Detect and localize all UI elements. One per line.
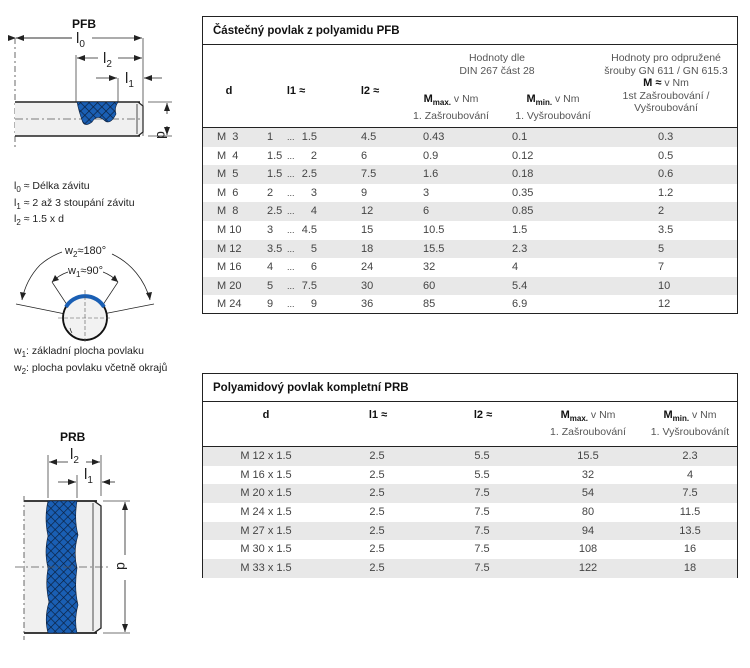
prb-label-l2: $l_2$ (70, 446, 79, 466)
table-row (203, 447, 737, 466)
cell-l1-sep: ... (287, 150, 295, 161)
legend-l1: $l_1 \approx 2$ až 3 stoupání závitu (14, 196, 135, 211)
cell-d: M 24 x 1.5 (240, 506, 292, 519)
pfb-table-body (203, 128, 737, 314)
cell-l1-to: 6 (310, 261, 317, 274)
table-row (203, 128, 737, 147)
cell-mmin: 16 (683, 543, 697, 556)
prb-table-body (203, 447, 737, 578)
table-row (203, 522, 737, 541)
cell-l2: 18 (361, 242, 374, 255)
cell-mmin: 4 (686, 468, 694, 481)
cell-l2: 24 (361, 261, 374, 274)
table-row (203, 503, 737, 522)
cell-d: M 12 (217, 242, 242, 255)
cell-l2: 36 (361, 298, 374, 311)
legend-l2: $l_2 \approx 1.5$ x d (14, 213, 64, 228)
label-d: d (153, 131, 170, 139)
cell-d: M 16 (217, 261, 242, 274)
prb-table-header (203, 402, 737, 447)
cell-l2: 30 (361, 279, 374, 292)
cell-mmax: 0.43 (423, 131, 445, 143)
cell-m: 0.5 (658, 149, 674, 162)
group-header-gn: Hodnoty pro odpružené šrouby GN 611 / GN 615.3 M ≈ v Nm 1st Zašroubování / Vyšroubování (593, 52, 739, 115)
cell-l2: 4.5 (361, 131, 377, 143)
table-row (203, 147, 737, 166)
cell-mmax: 80 (581, 506, 595, 519)
cell-l1: 2.5 (369, 450, 385, 462)
cell-l2: 12 (361, 205, 374, 218)
cell-d: M 16 x 1.5 (240, 468, 292, 481)
cell-l1-from: 5 (267, 279, 274, 292)
cell-l1-to: 7.5 (301, 279, 317, 292)
prb-col-header-mmin: $M_{min.}$ v Nm 1. Vyšroubovánít (640, 409, 740, 438)
cell-l2: 7.5 (474, 562, 490, 575)
cell-l2: 7.5 (361, 168, 377, 181)
prb-screw-drawing (0, 440, 160, 665)
table-row (203, 466, 737, 485)
m-note1: 1st Zašroubování / (622, 89, 710, 102)
table-row (203, 202, 737, 221)
pfb-table-title: Částečný povlak z polyamidu PFB (203, 17, 737, 45)
cell-l1-to: 4 (310, 205, 317, 218)
cell-l1-from: 9 (267, 298, 274, 311)
prb-mmin-note: 1. Vyšroubovánít (650, 425, 730, 438)
cell-l1-to: 1.5 (301, 131, 317, 143)
cell-mmax: 94 (581, 524, 595, 537)
table-row (203, 559, 737, 578)
cell-l1-sep: ... (287, 299, 295, 310)
cell-mmin: 0.35 (512, 186, 534, 199)
table-row (203, 484, 737, 503)
cell-d: M 6 (217, 186, 239, 199)
prb-label-l1: $l_1$ (84, 466, 93, 486)
cell-mmin: 4 (512, 261, 519, 274)
mmax-note: 1. Zašroubování (413, 109, 489, 122)
cell-d: M 12 x 1.5 (240, 450, 292, 462)
cell-m: 12 (658, 298, 671, 311)
cell-l1-from: 2.5 (267, 205, 283, 218)
cell-l2: 7.5 (474, 543, 490, 556)
cell-l1-from: 1.5 (267, 149, 283, 162)
cell-d: M 20 (217, 279, 242, 292)
cell-l1-sep: ... (287, 224, 295, 235)
cell-mmax: 32 (423, 261, 436, 274)
cell-l1-sep: ... (287, 132, 295, 142)
legend-l0: $l_0$ ≈ Délka závitu (14, 180, 90, 195)
table-row (203, 221, 737, 240)
prb-table-title: Polyamidový povlak kompletní PRB (203, 374, 737, 402)
cell-m: 3.5 (658, 223, 674, 236)
cell-l1: 2.5 (369, 506, 385, 519)
angle-legend (14, 345, 167, 378)
w2-angle-label: $w_2\approx 180^\circ$ (65, 245, 107, 260)
cell-d: M 27 x 1.5 (240, 524, 292, 537)
cell-m: 1.2 (658, 186, 674, 199)
prb-mmax-note: 1. Zašroubování (550, 425, 626, 438)
cell-mmax: 60 (423, 279, 436, 292)
col-header-l2: l2 ≈ (360, 85, 380, 97)
cell-l1-to: 2 (310, 149, 317, 162)
cell-m: 10 (658, 279, 671, 292)
cell-d: M 4 (217, 149, 239, 162)
table-row (203, 277, 737, 296)
cell-mmin: 18 (683, 562, 697, 575)
cell-mmin: 0.85 (512, 205, 534, 218)
cell-l2: 6 (361, 149, 368, 162)
cell-mmin: 0.1 (512, 131, 528, 143)
cell-mmin: 0.18 (512, 168, 534, 181)
cell-m: 2 (658, 205, 665, 218)
cell-mmax: 122 (578, 562, 598, 575)
prb-label-d: d (113, 562, 130, 570)
table-row (203, 258, 737, 277)
cell-l1-sep: ... (287, 280, 295, 291)
cell-mmax: 1.6 (423, 168, 439, 181)
cell-mmin: 2.3 (512, 242, 528, 255)
group-gn-line1: Hodnoty pro odpružené (611, 52, 721, 64)
cell-mmin: 2.3 (682, 450, 698, 462)
cell-l1-from: 2 (267, 186, 274, 199)
cell-l1: 2.5 (369, 524, 385, 537)
cell-l2: 9 (361, 186, 368, 199)
cell-d: M 10 (217, 223, 242, 236)
cell-l2: 7.5 (474, 487, 490, 500)
cell-m: 7 (658, 261, 665, 274)
cell-mmin: 1.5 (512, 223, 528, 236)
cell-mmin: 7.5 (682, 487, 698, 500)
cell-d: M 5 (217, 168, 239, 181)
cell-l1-to: 4.5 (301, 223, 317, 236)
prb-col-header-l1: l1 ≈ (368, 409, 388, 421)
cell-d: M 3 (217, 131, 239, 143)
pfb-diagram-title: PFB (72, 17, 96, 31)
prb-table (202, 373, 738, 578)
cell-d: M 24 (217, 298, 242, 311)
cell-l1: 2.5 (369, 468, 385, 481)
w1-angle-label: $w_1\approx 90^\circ$ (68, 265, 104, 280)
legend-w1: $w_1$: základní plocha povlaku (14, 345, 144, 360)
mmin-note: 1. Vyšroubování (515, 109, 591, 122)
cell-l1-from: 1 (267, 131, 274, 143)
cell-l2: 7.5 (474, 506, 490, 519)
cell-l1-from: 3.5 (267, 242, 283, 255)
pfb-table-header (203, 45, 737, 128)
cell-mmax: 6 (423, 205, 430, 218)
cell-l1-to: 5 (310, 242, 317, 255)
cell-m: 0.3 (658, 131, 674, 143)
pfb-legend (14, 180, 135, 230)
cell-l2: 15 (361, 223, 374, 236)
cell-d: M 33 x 1.5 (240, 562, 292, 575)
pfb-screw-drawing (0, 30, 200, 170)
cell-l1-sep: ... (287, 262, 295, 273)
cell-mmax: 54 (581, 487, 595, 500)
cell-mmax: 10.5 (423, 223, 445, 236)
cell-l1-from: 3 (267, 223, 274, 236)
group-din-line2: DIN 267 část 28 (459, 64, 535, 77)
col-header-mmax: $M_{max.}$ v Nm 1. Zašroubování (396, 93, 506, 122)
cell-d: M 30 x 1.5 (240, 543, 292, 556)
cell-d: M 20 x 1.5 (240, 487, 292, 500)
cell-mmax: 85 (423, 298, 436, 311)
cell-d: M 8 (217, 205, 239, 218)
table-row (203, 540, 737, 559)
cell-mmin: 5.4 (512, 279, 528, 292)
cell-l1-to: 9 (310, 298, 317, 311)
cell-mmin: 11.5 (679, 506, 701, 519)
table-row (203, 165, 737, 184)
cell-l1-from: 4 (267, 261, 274, 274)
prb-col-header-d: d (262, 409, 270, 421)
col-header-d: d (225, 85, 233, 97)
cell-mmax: 3 (423, 186, 430, 199)
cell-l1-sep: ... (287, 169, 295, 180)
cell-mmax: 0.9 (423, 149, 439, 162)
cell-mmin: 6.9 (512, 298, 528, 311)
cell-l1-to: 2.5 (301, 168, 317, 181)
label-l2: $l_2$ (103, 50, 112, 70)
cell-m: 5 (658, 242, 665, 255)
cell-l1: 2.5 (369, 543, 385, 556)
table-row (203, 240, 737, 259)
group-gn-line2: šrouby GN 611 / GN 615.3 (604, 64, 728, 77)
cell-mmax: 32 (581, 468, 595, 481)
group-header-din (403, 52, 591, 77)
col-header-l1: l1 ≈ (286, 85, 306, 97)
label-l0: $l_0$ (76, 30, 85, 50)
cell-l1: 2.5 (369, 487, 385, 500)
pfb-table (202, 16, 738, 314)
table-row (203, 295, 737, 314)
cell-l1-to: 3 (310, 186, 317, 199)
label-l1: $l_1$ (125, 70, 134, 90)
cell-l2: 5.5 (474, 450, 490, 462)
m-note2: Vyšroubování (634, 102, 698, 114)
cell-l2: 5.5 (474, 468, 490, 481)
cell-m: 0.6 (658, 168, 674, 181)
prb-col-header-mmax: $M_{max.}$ v Nm 1. Zašroubování (538, 409, 638, 438)
cell-mmax: 15.5 (577, 450, 599, 462)
group-din-line1: Hodnoty dle (468, 52, 526, 64)
cell-mmin: 0.12 (512, 149, 534, 162)
cell-l1-from: 1.5 (267, 168, 283, 181)
cell-l1-sep: ... (287, 243, 295, 254)
cell-mmin: 13.5 (679, 524, 701, 537)
cell-mmax: 15.5 (423, 242, 445, 255)
cell-l1-sep: ... (287, 206, 295, 217)
cell-l1: 2.5 (369, 562, 385, 575)
col-header-mmin: $M_{min.}$ v Nm 1. Vyšroubování (503, 93, 603, 122)
prb-col-header-l2: l2 ≈ (473, 409, 493, 421)
cell-l2: 7.5 (474, 524, 490, 537)
table-row (203, 184, 737, 203)
legend-w2: $w_2$: plocha povlaku včetně okrajů (14, 361, 168, 376)
prb-diagram-title: PRB (60, 430, 86, 444)
cell-mmax: 108 (578, 543, 598, 556)
cell-l1-sep: ... (287, 187, 295, 198)
